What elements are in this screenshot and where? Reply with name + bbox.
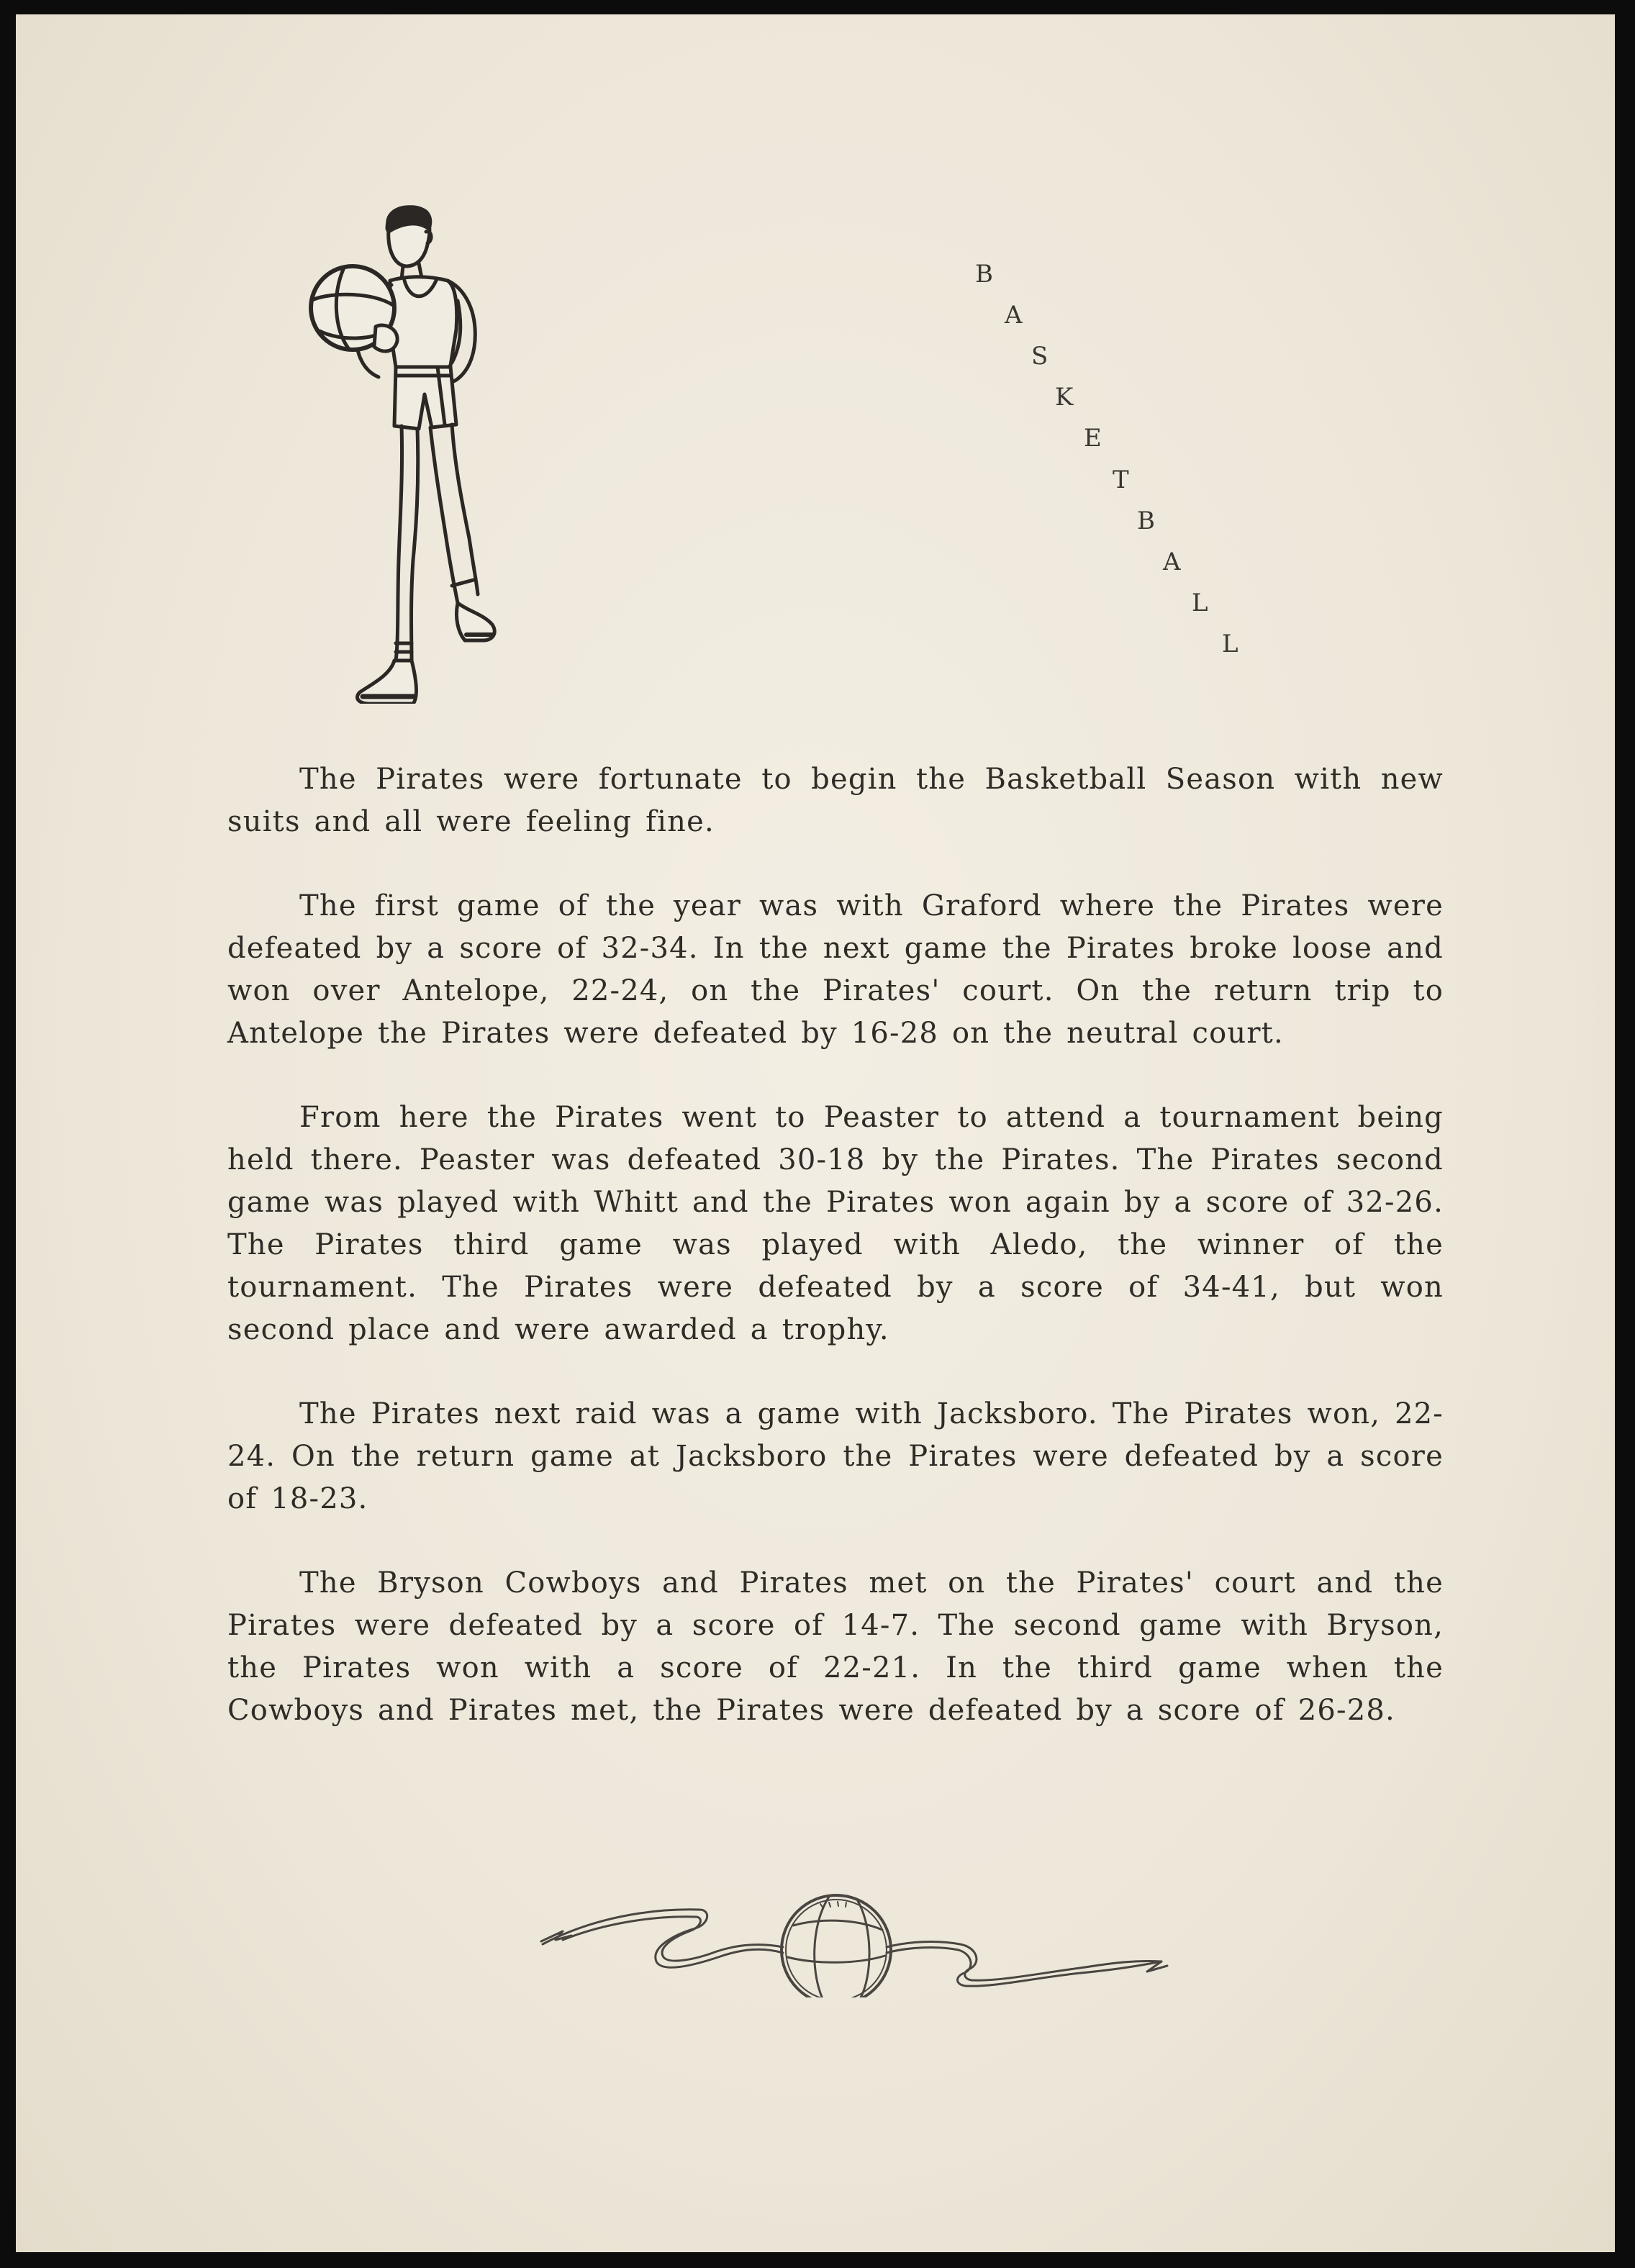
paragraph: The Bryson Cowboys and Pirates met on the Pirates' court and the Pirates were defeated by a score of 14-7. The second game with Bryson, the Pirates won with a score of 22-21. In the third game when the Cowboys and Pirates met, the Pirates were defeated by a score of 26-28. <box>227 1566 1444 1727</box>
basketball-player-icon <box>304 200 512 704</box>
title-letter: S <box>1031 342 1049 371</box>
article-body <box>227 758 1444 1774</box>
title-letter: E <box>1084 424 1102 453</box>
title-letter: K <box>1055 383 1074 412</box>
title-letter: T <box>1113 466 1129 494</box>
paragraph: The Pirates next raid was a game with Jacksboro. The Pirates won, 22-24. On the return game at Jacksboro the Pirates were defeated by a score of 18-23. <box>227 1397 1444 1515</box>
yearbook-page <box>16 14 1615 2252</box>
paragraph: The first game of the year was with Graford where the Pirates were defeated by a score of 32-34. In the next game the Pirates broke loose and won over Antelope, 22-24, on the Pirates' court. On the return trip to Antelope the Pirates were defeated by 16-28 on the neutral court. <box>227 889 1444 1050</box>
title-letter: A <box>1163 548 1181 576</box>
paragraph: From here the Pirates went to Peaster to attend a tournament being held there. Peaster was defeated 30-18 by the Pirates. The Pirates second game was played with Whitt and the Pirates won again by a score of 32-26. The Pirates third game was played with Aledo, the winner of the tournament. The Pirates were defeated by a score of 34-41, but won second place and were awarded a trophy. <box>227 1101 1444 1346</box>
title-letter: B <box>1137 507 1155 535</box>
title-letter: L <box>1222 630 1238 658</box>
paragraph: The Pirates were fortunate to begin the Basketball Season with new suits and all were feeling fine. <box>227 763 1444 838</box>
title-letter: L <box>1192 589 1208 617</box>
title-letter: A <box>1005 301 1023 330</box>
basketball-ribbon-ornament-icon <box>534 1868 1196 1997</box>
title-letter: B <box>975 260 993 289</box>
